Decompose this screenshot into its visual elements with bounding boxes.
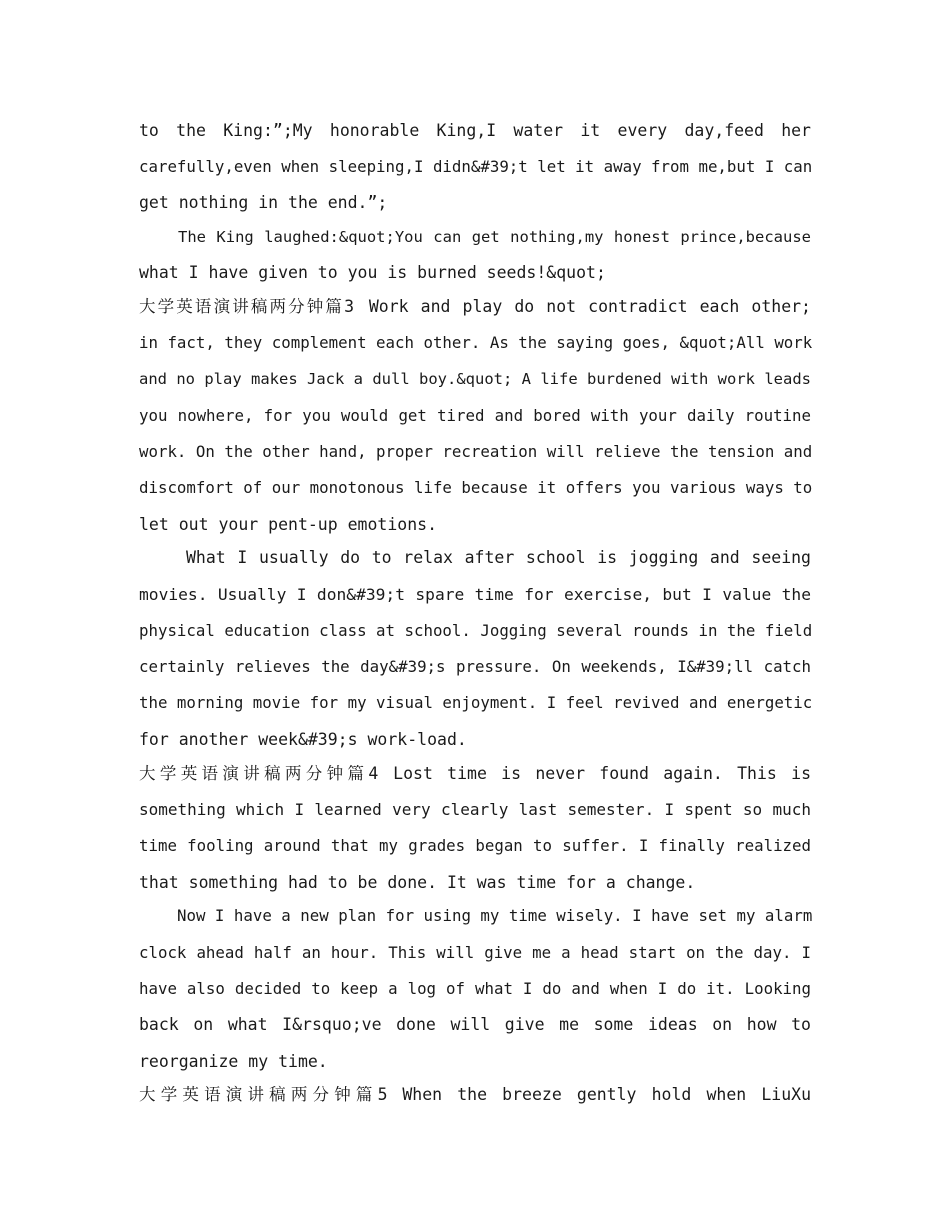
- text-line: What I usually do to relax after school is jogging and seeing: [186, 548, 811, 567]
- text-line: the morning movie for my visual enjoyment. I feel revived and energetic: [139, 693, 813, 712]
- text-line: let out your pent-up emotions.: [139, 515, 438, 534]
- text-line: have also decided to keep a log of what I do and when I do it. Looking: [139, 979, 811, 998]
- section-3-line: [139, 295, 811, 319]
- text-line: physical education class at school. Jogging several rounds in the field: [139, 621, 813, 640]
- text-line: back on what I&rsquo;ve done will give me some ideas on how to: [139, 1015, 811, 1034]
- text-line: that something had to be done. It was time for a change.: [139, 873, 696, 892]
- text-line: get nothing in the end.”;: [139, 193, 388, 212]
- section-heading: 大学英语演讲稿两分钟篇4: [139, 764, 379, 783]
- text-line: for another week&#39;s work-load.: [139, 730, 467, 749]
- text-line: Now I have a new plan for using my time wisely. I have set my alarm: [177, 906, 813, 925]
- text-line: and no play makes Jack a dull boy.&quot; A life burdened with work leads: [139, 370, 811, 388]
- text-line: time fooling around that my grades began to suffer. I finally realized: [139, 836, 811, 855]
- text-line: clock ahead half an hour. This will give me a head start on the day. I: [139, 943, 811, 962]
- section-4-line: [139, 762, 811, 786]
- section-5-line: [139, 1083, 811, 1107]
- text-run: Work and play do not contradict each other;: [368, 297, 811, 316]
- text-line: work. On the other hand, proper recreation will relieve the tension and: [139, 442, 813, 461]
- text-line: in fact, they complement each other. As the saying goes, &quot;All work: [139, 333, 813, 352]
- text-run: When the breeze gently hold when LiuXu: [402, 1085, 811, 1104]
- text-run: Lost time is never found again. This is: [393, 764, 812, 783]
- text-line: reorganize my time.: [139, 1052, 328, 1071]
- text-line: certainly relieves the day&#39;s pressure. On weekends, I&#39;ll catch: [139, 657, 811, 676]
- text-line: what I have given to you is burned seeds!&quot;: [139, 263, 606, 282]
- text-line: The King laughed:&quot;You can get nothing,my honest prince,because: [178, 228, 811, 246]
- text-line: movies. Usually I don&#39;t spare time for exercise, but I value the: [139, 585, 811, 604]
- text-line: something which I learned very clearly last semester. I spent so much: [139, 800, 811, 819]
- text-line: carefully,even when sleeping,I didn&#39;t let it away from me,but I can: [139, 157, 813, 176]
- text-line: discomfort of our monotonous life because it offers you various ways to: [139, 478, 813, 497]
- text-line: to the King:”;My honorable King,I water it every day,feed her: [139, 121, 811, 140]
- section-heading: 大学英语演讲稿两分钟篇5: [139, 1085, 388, 1104]
- text-line: you nowhere, for you would get tired and bored with your daily routine: [139, 406, 811, 425]
- section-heading: 大学英语演讲稿两分钟篇3: [139, 297, 354, 316]
